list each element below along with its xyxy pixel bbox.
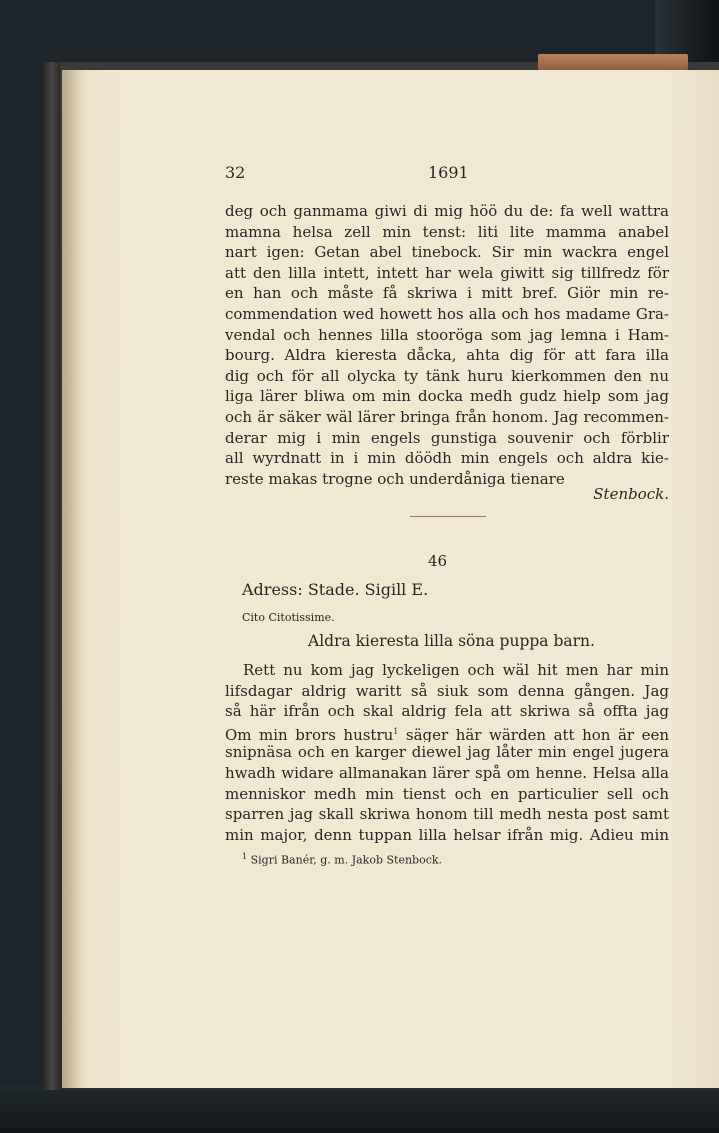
signature: Stenbock. xyxy=(593,485,669,503)
text-line: så här ifrån och skal aldrig fela att skriwa så offta jag xyxy=(225,702,669,721)
text-line: och är säker wäl lärer bringa från honom. Jag recommen- xyxy=(225,407,669,426)
text-fragment: säger här wärden att hon är een xyxy=(398,725,669,743)
text-line: min major, denn tuppan lilla helsar ifrån mig. Adieu min xyxy=(225,825,669,844)
letter-cito-note: Cito Citotissime. xyxy=(242,611,335,624)
background-bottom xyxy=(0,1085,719,1133)
text-line: liga lärer bliwa om min docka medh gudz hielp som jag xyxy=(225,387,669,406)
text-line: derar mig i min engels gunstiga souvenir och förblir xyxy=(225,428,669,447)
text-line: hwadh widare allmanakan lärer spå om henne. Helsa alla xyxy=(225,763,669,782)
letter-46-body xyxy=(225,660,669,845)
text-line: dig och för all olycka ty tänk huru kierkommen den nu xyxy=(225,366,669,385)
text-line: bourg. Aldra kieresta dåcka, ahta dig för att fara illa xyxy=(225,346,669,365)
text-line: en han och måste få skriwa i mitt bref. Giör min re- xyxy=(225,284,669,303)
letter-number: 46 xyxy=(428,552,448,570)
text-line: Rett nu kom jag lyckeligen och wäl hit men har min xyxy=(243,661,669,679)
text-line: mamna helsa zell min tenst: liti lite mamma anabel xyxy=(225,222,669,241)
footnote xyxy=(242,852,442,867)
letter-45-body xyxy=(225,201,669,489)
page-number: 32 xyxy=(225,163,246,182)
letter-greeting: Aldra kieresta lilla söna puppa barn. xyxy=(308,632,595,650)
footnote-text: Sigri Banér, g. m. Jakob Stenbock. xyxy=(250,853,443,867)
book-spine-edge xyxy=(44,62,60,1090)
text-line: deg och ganmama giwi di mig höö du de: fa well wattra xyxy=(225,202,669,220)
footnote-mark: 1 xyxy=(242,852,248,861)
text-line: vendal och hennes lilla stooröga som jag lemna i Ham- xyxy=(225,325,669,344)
section-divider xyxy=(410,516,486,517)
text-line-with-footnote xyxy=(225,722,669,743)
text-line: lifsdagar aldrig waritt så siuk som denna gången. Jag xyxy=(225,681,669,700)
text-line: nart igen: Getan abel tinebock. Sir min wackra engel xyxy=(225,243,669,262)
book-page xyxy=(62,70,719,1088)
page-year-header: 1691 xyxy=(428,163,469,182)
footnote-mark: 1 xyxy=(393,726,399,736)
page-gutter-shadow xyxy=(62,70,88,1088)
text-line: menniskor medh min tienst och en particulier sell och xyxy=(225,784,669,803)
text-line: sparren jag skall skriwa honom till medh nesta post samt xyxy=(225,805,669,824)
text-line: snipnäsa och en karger diewel jag låter min engel jugera xyxy=(225,743,669,762)
letter-address: Adress: Stade. Sigill E. xyxy=(242,580,429,599)
text-fragment: Om min brors hustru xyxy=(225,725,394,743)
leather-tab xyxy=(538,54,688,70)
text-line: all wyrdnatt in i min döödh min engels och aldra kie- xyxy=(225,449,669,468)
text-line: commendation wed howett hos alla och hos madame Gra- xyxy=(225,304,669,323)
text-line-last: reste makas trogne och underdåniga tienare xyxy=(225,469,565,488)
text-line: att den lilla intett, intett har wela giwitt sig tillfredz för xyxy=(225,263,669,282)
